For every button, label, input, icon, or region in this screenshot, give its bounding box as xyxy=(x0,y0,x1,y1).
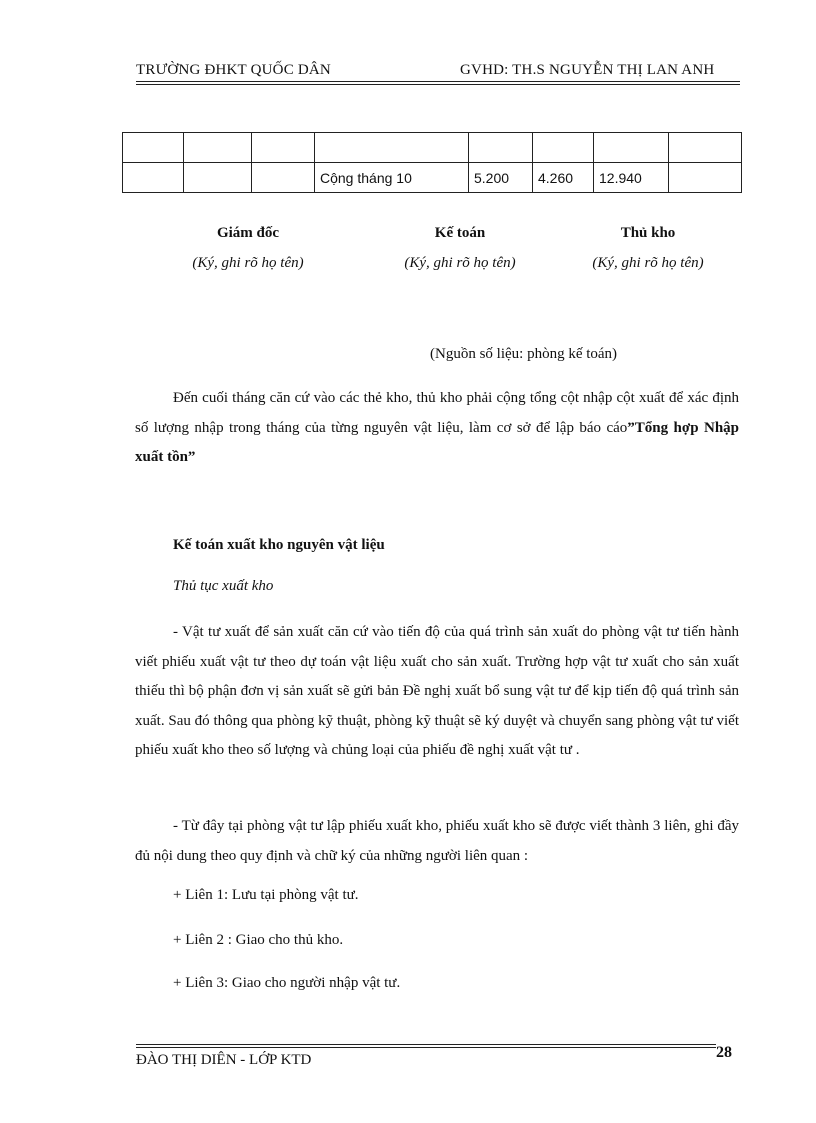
signature-title: Thủ kho xyxy=(620,225,676,241)
table-row xyxy=(123,133,742,163)
paragraph-summary xyxy=(135,384,739,473)
table-cell xyxy=(184,163,252,193)
table-cell-stock: 12.940 xyxy=(594,163,669,193)
table-cell-export: 4.260 xyxy=(533,163,594,193)
paragraph-text: Đến cuối tháng căn cứ vào các thẻ kho, thủ kho phải cộng tổng cột nhập cột xuất để xác định số lượng nhập trong tháng của từng nguyên vật liệu, làm cơ sở để lập báo cáo xyxy=(135,390,739,436)
paragraph-procedure: - Vật tư xuất để sản xuất căn cứ vào tiến độ của quá trình sản xuất do phòng vật tư tiến hành viết phiếu xuất vật tư theo dự toán vật liệu xuất cho sản xuất. Trường hợp vật tư xuất cho sản xuất thiếu thì bộ phận đơn vị sản xuất sẽ gửi bản Đề nghị xuất bổ sung vật tư để kịp tiến độ quá trình sản xuất. Sau đó thông qua phòng kỹ thuật, phòng kỹ thuật sẽ ký duyệt và chuyển sang phòng vật tư viết phiếu xuất kho theo số lượng và chủng loại của phiếu đề nghị xuất vật tư . xyxy=(135,624,739,758)
source-note: (Nguồn số liệu: phòng kế toán) xyxy=(430,346,618,362)
table-cell xyxy=(123,163,184,193)
table-cell xyxy=(252,163,315,193)
table-row xyxy=(123,163,742,193)
paragraph-copies: - Từ đây tại phòng vật tư lập phiếu xuất kho, phiếu xuất kho sẽ được viết thành 3 liên, ghi đầy đủ nội dung theo quy định và chữ ký của những người liên quan : xyxy=(135,818,739,864)
table-cell xyxy=(123,133,184,163)
signature-title: Kế toán xyxy=(434,225,486,241)
header-divider xyxy=(136,81,740,82)
list-item: + Liên 3: Giao cho người nhập vật tư. xyxy=(173,975,401,991)
signature-accountant xyxy=(390,225,530,272)
signature-note: (Ký, ghi rõ họ tên) xyxy=(404,255,516,271)
footer-divider-thin xyxy=(136,1047,716,1048)
signature-director xyxy=(178,225,318,272)
signature-note: (Ký, ghi rõ họ tên) xyxy=(592,255,704,271)
report-name: ”Tổng hợp Nhập xuất tồn” xyxy=(135,419,740,465)
signature-note: (Ký, ghi rõ họ tên) xyxy=(192,255,304,271)
table-cell xyxy=(469,133,533,163)
table-cell xyxy=(252,133,315,163)
table-cell xyxy=(533,133,594,163)
list-item: + Liên 1: Lưu tại phòng vật tư. xyxy=(173,887,359,903)
footer-author: ĐÀO THỊ DIÊN - LỚP KTD xyxy=(136,1052,312,1068)
table-cell xyxy=(669,133,742,163)
table-cell xyxy=(594,133,669,163)
footer-divider xyxy=(136,1044,716,1045)
section-heading: Kế toán xuất kho nguyên vật liệu xyxy=(173,537,385,553)
table-cell-total-label: Cộng tháng 10 xyxy=(315,163,469,193)
table-cell xyxy=(669,163,742,193)
inventory-table xyxy=(122,132,742,193)
signature-storekeeper xyxy=(578,225,718,272)
list-item: + Liên 2 : Giao cho thủ kho. xyxy=(173,932,344,948)
header-advisor: GVHD: TH.S NGUYỄN THỊ LAN ANH xyxy=(460,62,715,78)
section-subheading: Thủ tục xuất kho xyxy=(173,578,274,594)
table-cell xyxy=(184,133,252,163)
header-school: TRƯỜNG ĐHKT QUỐC DÂN xyxy=(136,62,331,78)
table-cell-import: 5.200 xyxy=(469,163,533,193)
page-number: 28 xyxy=(716,1044,732,1061)
header-divider-thin xyxy=(136,84,740,85)
table-cell xyxy=(315,133,469,163)
signature-title: Giám đốc xyxy=(216,225,280,241)
